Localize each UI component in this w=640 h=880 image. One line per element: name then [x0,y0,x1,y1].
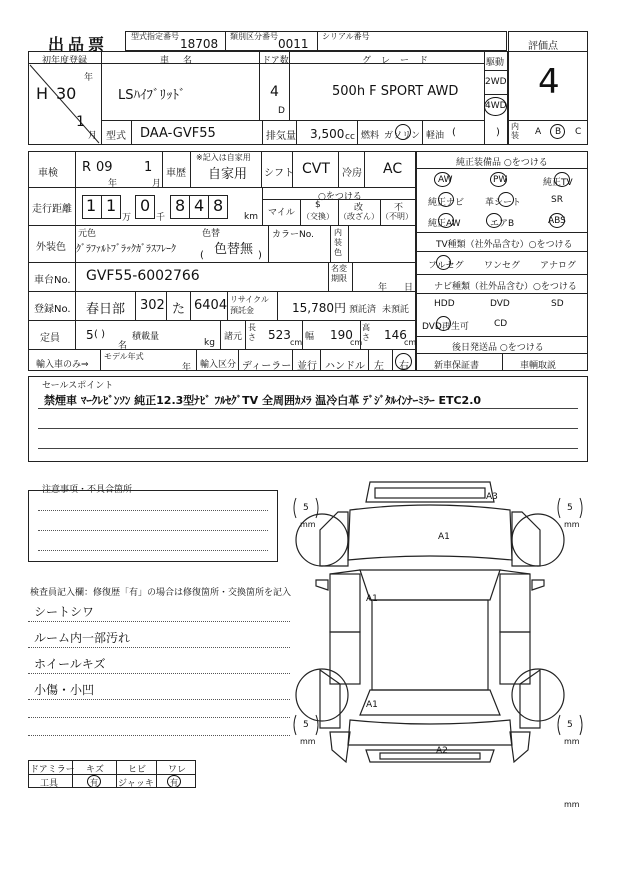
recycle-label: リサイクル預託金 [230,295,269,315]
interior-label: 内装 [511,122,519,140]
color-paren-close: ) [258,250,262,261]
damage-mark-left-rear: A1 [366,700,378,710]
mileage-sen: 千 [156,213,166,223]
mileage-opt-tamper-sub: （改ざん） [339,212,379,221]
equip-abs: ABS [548,216,566,226]
legend-tools-circle [87,775,101,788]
legend-jack: ジャッキ [118,779,154,789]
navi-dvd-play: DVD再生可 [422,322,469,332]
mileage-digit: 0 [140,196,151,215]
displacement-unit: cc [345,132,355,142]
capacity-label: 定員 [40,333,60,344]
width-label: 幅 [305,332,315,342]
note-line: ルーム内一部汚れ [34,631,131,645]
mileage-digit: 8 [175,196,186,215]
drive-2wd: 2WD [485,77,507,87]
interior-b-circle [550,124,565,139]
mileage-opt-mile: マイル [268,208,295,218]
name-change-day-unit: 日 [404,283,414,293]
reg-place: 春日部 [86,302,126,317]
note-line: 小傷・小凹 [34,683,95,697]
first-reg-year: 30 [56,84,77,103]
left-rear-door [330,632,360,684]
tv-analog: アナログ [540,261,577,271]
left-front-fender [320,512,348,566]
tire-depth-front-left: 5 [303,503,309,513]
mileage-opt-swap-sub: （交換） [302,212,334,221]
tire-front-right [512,514,564,566]
car-name: LSﾊｲﾌﾞﾘｯﾄﾞ [118,88,186,103]
legend-tools-value: 有 [90,778,98,787]
length-unit: cm [290,338,303,347]
navi-dvd: DVD [490,299,510,309]
interior-b: B [555,127,562,137]
class-no: 0011 [278,37,309,51]
door-label: ドア数 [262,56,289,66]
equip-pw: PW [493,175,508,185]
tv-oneseg: ワンセグ [484,261,521,271]
navi-hdd: HDD [434,299,455,309]
dim-label: 諸元 [224,332,243,342]
recycle-deposited: 預託済 [349,305,377,315]
tv-fullseg: フルセグ [428,261,464,271]
tv-label: TV種類（社外品含む）○をつける [436,240,573,250]
shift-label: シフト [264,168,294,179]
rear-bumper-inner [380,753,480,759]
type-no: 18708 [180,37,219,51]
roof [372,600,488,690]
import-label: 輸入車のみ⇒ [36,360,89,370]
rear-bumper [366,750,494,762]
color-change-label: 色替 [202,229,221,239]
trunk [348,720,512,745]
equip-gaw-circle [438,213,454,228]
reg-number: 6404 [194,298,228,313]
tire-depth-unit: mm [300,737,316,746]
navi-dvd-play-circle [436,316,451,331]
tv-fullseg-circle [436,255,451,270]
right-mirror [532,580,544,590]
legend-tools: 工具 [40,779,59,789]
drive-4wd: 4WD [485,101,507,111]
mileage-opt-unknown: 不 [394,203,404,213]
rear-glass [360,690,500,715]
height: 146 [384,328,407,342]
model-year-label: モデル年式 [104,352,144,361]
interior-a: A [535,127,542,137]
equip-leather: 革シート [485,198,522,208]
diesel-paren-close: ) [496,127,500,138]
drive-label: 駆動 [486,58,505,68]
equip-genuine-navi: 純正ナビ [428,198,465,208]
inspection-era: R [82,160,92,175]
equip-airbag-circle [486,213,502,228]
mileage-digit: 1 [106,196,117,215]
legend-header: ドアミラー [30,765,75,775]
diesel-label: 軽油 [426,131,445,141]
hood [348,505,512,560]
width: 190 [330,328,353,342]
tire-depth-unit: mm [564,737,580,746]
door-count: 4 [270,84,279,100]
mileage-man: 万 [122,213,132,223]
mileage-digit: 4 [194,196,205,215]
usage-note: ※記入は自家用 [196,153,251,162]
model-label: 型式 [106,131,126,142]
month-unit: 月 [88,131,98,141]
capacity-paren: ( ) [94,329,105,340]
note-line: ホイールキズ [34,657,106,671]
first-reg-era: H [36,84,49,103]
inspection-month: 1 [144,160,153,175]
ac-label: 冷房 [342,168,362,179]
displacement: 3,500 [310,127,345,141]
capacity-unit: 名 [118,341,128,351]
car-name-label: 車名 [160,56,207,66]
load-unit: kg [204,338,215,348]
inspection-month-unit: 月 [152,179,162,189]
shift: CVT [302,161,330,177]
first-reg-month: 1 [76,114,85,130]
navi-label: ナビ種類（社外品含む）○をつける [434,282,577,292]
navi-sd: SD [551,299,564,309]
front-bumper [366,482,494,502]
mileage-digit: 8 [213,196,224,215]
model: DAA-GVF55 [140,126,216,141]
mileage-mark-label: ○をつける [318,192,362,202]
name-change-label: 名変期限 [331,264,347,283]
handle-right: 右 [399,361,409,372]
door-suffix: D [278,106,285,116]
legend-jack-value: 有 [170,778,178,787]
handle-right-circle [395,353,412,370]
equip-aw-circle [434,172,451,187]
mileage-opt-tamper: 改 [354,203,364,213]
color-label: 外装色 [36,242,66,253]
diesel-paren-open: ( [452,127,456,138]
inspection-label: 車検 [38,168,58,179]
color-change: 色替無 [214,242,254,257]
original-color-label: 元色 [78,229,97,239]
right-rear-door [500,632,530,684]
damage-mark-hood: A1 [438,532,450,542]
equip-sr: SR [551,195,563,205]
length-label: 長さ [248,323,256,342]
score-value: 4 [538,62,560,102]
equip-genuine-aw: 純正AW [428,219,461,229]
interior-color-label: 内装色 [334,228,342,257]
handle-left: 左 [374,361,384,372]
mileage-label: 走行距離 [32,204,72,215]
usage: 自家用 [208,167,248,182]
inspection-year: 09 [96,160,113,175]
width-unit: cm [350,338,363,347]
tire-depth-rear-left: 5 [303,720,309,730]
legend-jack-circle [167,775,181,788]
first-reg-label: 初年度登録 [42,56,88,66]
drive-4wd-circle [484,97,507,116]
reg-label: 登録No. [34,304,71,315]
inspection-year-unit: 年 [108,179,118,189]
displacement-label: 排気量 [266,131,296,142]
fuel-value: ガソリン [384,131,421,141]
dealer: ディーラー [242,361,292,372]
equip-aw: AW [438,175,453,185]
name-change-year-unit: 年 [378,283,388,293]
tire-depth-rear-right: 5 [567,720,573,730]
color-no-label: カラーNo. [272,230,314,240]
doc-manual: 車輌取説 [520,361,557,371]
windshield [360,570,500,600]
recycle-not: 未預託 [382,305,410,315]
equip-leather-circle [498,192,514,207]
chassis-label: 車台No. [34,275,71,286]
right-front-fender [512,512,540,566]
grade: 500h F SPORT AWD [332,84,459,99]
right-front-door [500,574,530,632]
doc-warranty: 新車保証書 [434,361,480,371]
left-mirror [316,580,328,590]
sales-point-text: 禁煙車 ﾏｰｸﾚﾋﾞﾝｿﾝ 純正12.3型ﾅﾋﾞ ﾌﾙｾｸﾞTV 全周囲ｶﾒﾗ 温冷白革 ﾃﾞｼﾞﾀﾙｲﾝﾅｰﾐﾗｰ ETC2.0 [44,394,482,407]
parallel: 並行 [297,361,317,372]
reg-class: 302 [140,298,165,313]
chassis-number: GVF55-6002766 [86,268,200,284]
class-no-label: 類別区分番号 [230,32,278,41]
interior-c: C [575,127,582,137]
mileage-opt-swap: $ [315,200,321,210]
legend-header: ヒビ [128,765,147,775]
left-front-door [330,574,360,632]
score-label: 評価点 [528,41,558,52]
grade-label: グレード [362,56,439,66]
doc-label: 後日発送品 ○をつける [452,343,544,353]
year-unit: 年 [84,73,94,83]
fuel-circle [395,124,411,140]
import-class-label: 輸入区分 [200,360,237,370]
reg-kana: た [172,302,186,317]
ac: AC [383,161,403,177]
length: 523 [268,328,291,342]
mileage-opt-unknown-sub: （不明） [381,212,413,221]
equip-pw-circle [490,172,507,187]
notes-label: 注意事項・不具合箇所 [42,485,133,495]
mileage-unit: km [244,212,258,222]
original-color: ｸﾞﾗﾌｧﾙﾄﾌﾞﾗｯｸｶﾞﾗｽﾌﾚｰｸ [76,244,176,255]
equip-genuine-tv: 純正TV [543,178,573,188]
fuel-label: 燃料 [361,131,380,141]
equip-airbag: エアB [490,219,515,229]
recycle-amount: 15,780円 [292,301,346,315]
navi-cd: CD [494,319,508,329]
tire-depth-unit: mm [564,520,580,529]
capacity: 5 [86,328,94,342]
legend-header: ワレ [168,765,187,775]
car-damage-diagram [280,470,600,810]
color-paren-open: ( [200,250,204,261]
tire-depth-unit: mm [300,520,316,529]
tire-depth-unit-spare: mm [564,800,580,809]
usage-label: 車歴 [166,168,186,179]
tire-depth-front-right: 5 [567,503,573,513]
inspector-label: 検査員記入欄：修復歴「有」の場合は修復箇所・交換箇所を記入 [30,588,292,598]
serial-label: シリアル番号 [322,32,370,41]
note-line: シートシワ [34,605,95,619]
front-grille [375,488,485,498]
equip-abs-circle [549,213,565,228]
legend-header: キズ [86,765,104,775]
genuine-label: 純正装備品 ○をつける [456,158,548,168]
sales-point-label: セールスポイント [42,381,114,391]
model-year-unit: 年 [182,363,192,373]
damage-mark-trunk: A2 [436,746,448,756]
load-label: 積載量 [132,332,160,342]
height-label: 高さ [362,323,370,342]
height-unit: cm [404,338,417,347]
notes-box [28,490,278,562]
damage-mark-rear-bumper: A3 [486,492,498,502]
mileage-digit: 1 [86,196,97,215]
handle-label: ハンドル [325,361,365,372]
damage-mark-left-door: A1 [366,594,378,604]
type-no-label: 型式指定番号 [131,32,179,41]
equip-navi-circle [438,192,454,207]
sheet-title: 出品票 [48,35,109,54]
equip-tv-circle [554,172,570,187]
